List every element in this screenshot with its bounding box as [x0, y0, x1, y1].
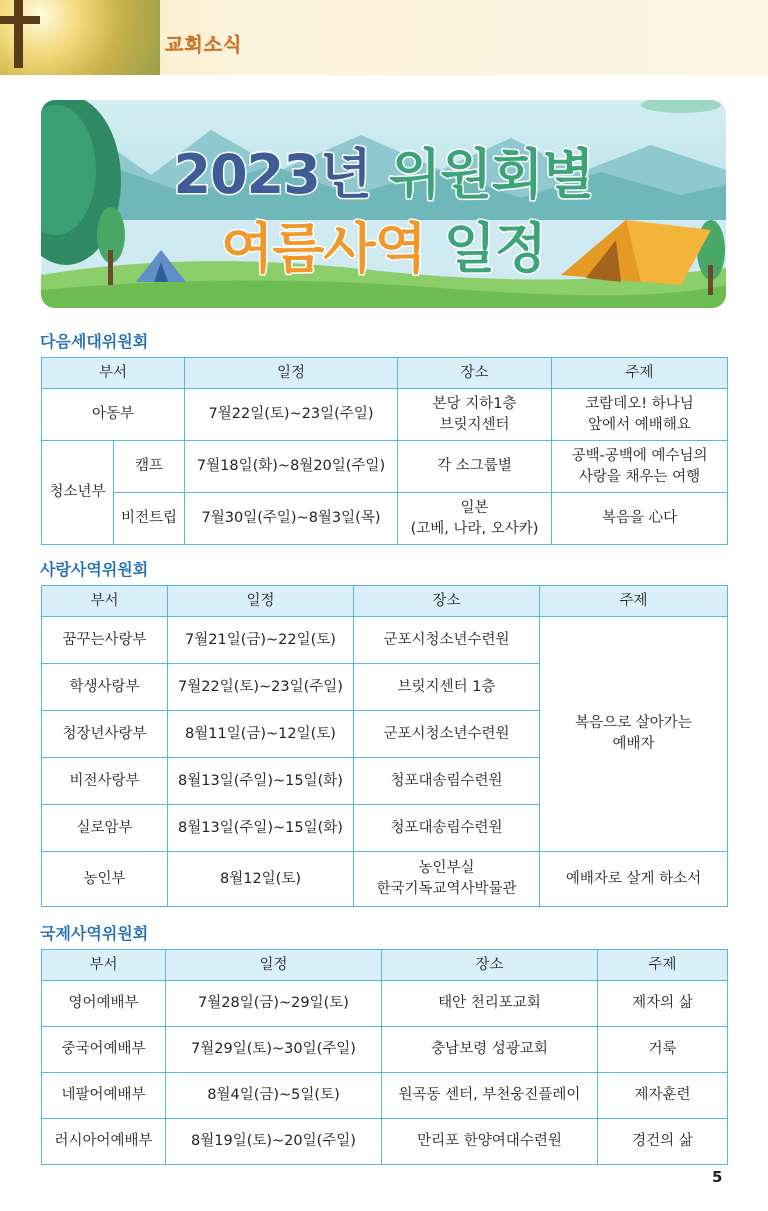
- schedule-cell: 7월18일(화)~8월20일(주일): [185, 441, 398, 493]
- schedule-cell: 7월30일(주일)~8월3일(목): [185, 493, 398, 545]
- place-line: 농인부실: [418, 860, 475, 876]
- place-line: 본당 지하1층: [432, 395, 517, 412]
- place-cell: 브릿지센터 1층: [354, 664, 540, 711]
- theme-cell: [552, 493, 728, 545]
- schedule-cell: 7월22일(토)~23일(주일): [168, 664, 354, 711]
- place-cell: 충남보령 성광교회: [382, 1027, 598, 1073]
- theme-line: 공백-공백에 예수님의: [571, 447, 708, 464]
- dept-cell: 러시아어예배부: [42, 1119, 166, 1165]
- schedule-cell: 8월13일(주일)~15일(화): [168, 758, 354, 805]
- schedule-table-love-ministry: [41, 585, 728, 907]
- theme-line: 앞에서 예배해요: [588, 416, 691, 433]
- dept-cell: 농인부: [42, 852, 168, 907]
- schedule-cell: 8월11일(금)~12일(토): [168, 711, 354, 758]
- place-cell: [398, 493, 552, 545]
- header-place: 장소: [398, 358, 552, 389]
- place-line: 일본: [460, 499, 489, 516]
- header-place: 장소: [354, 586, 540, 617]
- cross-icon-bar: [0, 16, 40, 24]
- schedule-table-next-generation: [41, 357, 728, 545]
- place-cell: 원곡동 센터, 부천웅진플레이: [382, 1073, 598, 1119]
- theme-cell: 제자훈련: [598, 1073, 728, 1119]
- schedule-cell: 8월13일(주일)~15일(화): [168, 805, 354, 852]
- theme-cell: 거룩: [598, 1027, 728, 1073]
- theme-cell: [552, 389, 728, 441]
- table-row: [42, 981, 728, 1027]
- place-cell: [354, 852, 540, 907]
- table-row: [42, 852, 728, 907]
- place-line: (고베, 나라, 오사카): [410, 520, 539, 537]
- banner-year: 2023년: [173, 143, 371, 206]
- top-header-strip: [0, 0, 768, 75]
- page-number: 5: [712, 1168, 723, 1186]
- theme-line: 복음을 心다: [601, 510, 678, 526]
- committee-title-love-ministry: 사랑사역위원회: [40, 560, 149, 579]
- table-row: [42, 389, 728, 441]
- header-light-image: [0, 0, 160, 75]
- schedule-table-international-ministry: [41, 949, 728, 1165]
- theme-cell: 제자의 삶: [598, 981, 728, 1027]
- committee-title-international-ministry: 국제사역위원회: [40, 924, 149, 943]
- header-schedule: 일정: [166, 950, 382, 981]
- schedule-cell: 7월21일(금)~22일(토): [168, 617, 354, 664]
- place-cell: 태안 천리포교회: [382, 981, 598, 1027]
- table-header-row: [42, 950, 728, 981]
- banner-schedule: 일정: [443, 217, 546, 280]
- theme-cell: 예배자로 살게 하소서: [540, 852, 728, 907]
- sub-dept-cell: 비전트립: [114, 493, 185, 545]
- place-cell: 만리포 한양여대수련원: [382, 1119, 598, 1165]
- theme-line: 예배자: [612, 736, 655, 752]
- theme-line: 복음으로 살아가는: [575, 715, 692, 731]
- place-line: 각 소그룹별: [437, 458, 512, 474]
- table-row: [42, 1119, 728, 1165]
- place-cell: [398, 389, 552, 441]
- dept-group-cell: 청소년부: [42, 441, 114, 545]
- header-schedule: 일정: [168, 586, 354, 617]
- sub-dept-cell: 캠프: [114, 441, 185, 493]
- title-banner: [41, 100, 726, 308]
- place-cell: 청포대송림수련원: [354, 805, 540, 852]
- banner-title-line2: [41, 206, 726, 283]
- header-dept: 부서: [42, 586, 168, 617]
- dept-cell: 중국어예배부: [42, 1027, 166, 1073]
- header-theme: 주제: [540, 586, 728, 617]
- header-dept: 부서: [42, 358, 185, 389]
- header-theme: 주제: [552, 358, 728, 389]
- header-dept: 부서: [42, 950, 166, 981]
- table-header-row: [42, 586, 728, 617]
- table-row: [42, 441, 728, 493]
- theme-cell: [552, 441, 728, 493]
- table-header-row: [42, 358, 728, 389]
- theme-cell: 경건의 삶: [598, 1119, 728, 1165]
- schedule-cell: 8월19일(토)~20일(주일): [166, 1119, 382, 1165]
- dept-cell: 학생사랑부: [42, 664, 168, 711]
- dept-cell: 아동부: [42, 389, 185, 441]
- banner-title-line1: [41, 132, 726, 209]
- theme-line: 코람데오! 하나님: [585, 395, 694, 412]
- place-cell: 군포시청소년수련원: [354, 617, 540, 664]
- banner-committee: 위원회별: [388, 143, 594, 206]
- schedule-cell: 7월28일(금)~29일(토): [166, 981, 382, 1027]
- schedule-cell: 8월12일(토): [168, 852, 354, 907]
- dept-cell: 비전사랑부: [42, 758, 168, 805]
- place-cell: [398, 441, 552, 493]
- table-row: [42, 617, 728, 664]
- table-row: [42, 1073, 728, 1119]
- place-cell: 군포시청소년수련원: [354, 711, 540, 758]
- committee-title-next-generation: 다음세대위원회: [40, 332, 149, 351]
- place-line: 브릿지센터: [439, 416, 510, 433]
- place-line: 한국기독교역사박물관: [376, 881, 517, 897]
- table-row: [42, 1027, 728, 1073]
- schedule-cell: 7월29일(토)~30일(주일): [166, 1027, 382, 1073]
- header-theme: 주제: [598, 950, 728, 981]
- banner-summer-ministry: 여름사역: [221, 217, 426, 280]
- dept-cell: 청장년사랑부: [42, 711, 168, 758]
- table-row: [42, 493, 728, 545]
- place-cell: 청포대송림수련원: [354, 758, 540, 805]
- dept-cell: 네팔어예배부: [42, 1073, 166, 1119]
- cross-icon: [14, 0, 23, 68]
- dept-cell: 영어예배부: [42, 981, 166, 1027]
- header-place: 장소: [382, 950, 598, 981]
- dept-cell: 실로암부: [42, 805, 168, 852]
- dept-cell: 꿈꾸는사랑부: [42, 617, 168, 664]
- shared-theme-cell: [540, 617, 728, 852]
- section-tag: 교회소식: [165, 34, 243, 56]
- schedule-cell: 7월22일(토)~23일(주일): [185, 389, 398, 441]
- header-schedule: 일정: [185, 358, 398, 389]
- schedule-cell: 8월4일(금)~5일(토): [166, 1073, 382, 1119]
- theme-line: 사랑을 채우는 여행: [578, 468, 701, 485]
